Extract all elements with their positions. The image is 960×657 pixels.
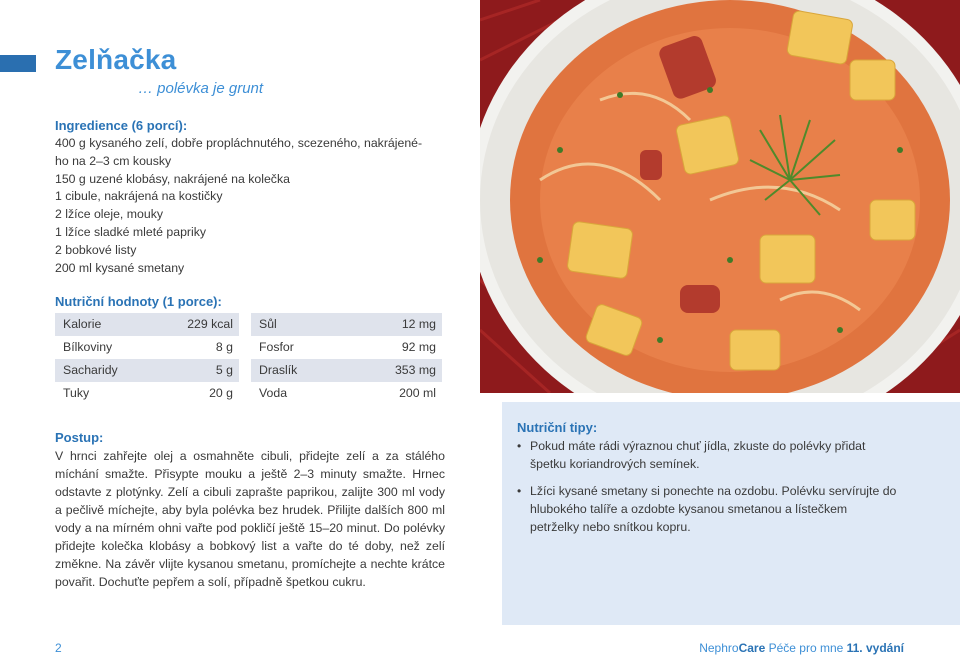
nutrition-table-right <box>251 313 442 405</box>
nutrition-row <box>55 313 239 336</box>
issue-label: 11. vydání <box>846 641 904 655</box>
nutrition-row <box>55 336 239 359</box>
tip-text: Pokud máte rádi výraznou chuť jídla, zkuste do polévky přidat špetku koriandrových semínek. <box>530 439 866 471</box>
nutrition-heading: Nutriční hodnoty (1 porce): <box>55 294 222 309</box>
nutrition-value: 229 kcal <box>187 317 233 331</box>
procedure-heading: Postup: <box>55 430 104 445</box>
ingredient-line: 2 bobkové listy <box>55 242 137 257</box>
nutrition-label: Bílkoviny <box>63 340 113 354</box>
page-subtitle: … polévka je grunt <box>138 80 264 97</box>
nutrition-label: Sacharidy <box>63 363 118 377</box>
ingredient-line: 150 g uzené klobásy, nakrájené na kolečka <box>55 171 290 186</box>
nutrition-row <box>55 359 239 382</box>
nutrition-table-left <box>55 313 239 405</box>
ingredient-line: 200 ml kysané smetany <box>55 260 185 275</box>
nutrition-row <box>251 313 442 336</box>
bullet-icon: • <box>517 439 522 453</box>
ingredient-line: 1 lžíce sladké mleté papriky <box>55 224 207 239</box>
nutrition-label: Tuky <box>63 386 90 400</box>
brand-name-part: Nephro <box>699 641 739 655</box>
page-number: 2 <box>55 641 62 655</box>
tip-text: Lžíci kysané smetany si ponechte na ozdobu. Polévku servírujte do hlubokého talíře a ozdobte kysanou smetanou a lístečkem petrželky nebo snítkou kopru. <box>530 484 897 534</box>
nutrition-value: 12 mg <box>401 317 436 331</box>
nutrition-tips-box <box>502 402 960 625</box>
nutrition-label: Fosfor <box>259 340 294 354</box>
ingredients-section <box>55 118 455 277</box>
brand-name-bold: Care <box>738 641 766 655</box>
brand-tagline: Péče pro mne <box>765 641 847 655</box>
title-accent-bar <box>0 55 36 72</box>
nutrition-value: 353 mg <box>394 363 436 377</box>
ingredient-line: 400 g kysaného zelí, dobře propláchnutého, scezeného, nakrájené- <box>55 136 423 150</box>
procedure-section <box>55 430 445 591</box>
nutrition-row <box>55 382 239 405</box>
nutrition-row <box>251 336 442 359</box>
nutrition-label: Draslík <box>259 363 298 377</box>
procedure-text: V hrnci zahřejte olej a osmahněte cibuli, přidejte zelí a za stálého míchání smažte. Přisypte mouku a ještě 2–3 minuty smažte. Hrnec odstavte z plotýnky. Zelí a cibuli zaprašte paprikou, zalijte 300 ml vody a pečlivě míchejte, aby byla polévka bez hrudek. Přilijte dalších 800 ml vody a na mírném ohni vařte pod pokličí ještě 15–20 minut. Do polévky přidejte kolečka klobásy a bobkový list a vařte do té doby, než zelí změkne. Na závěr vlijte kysanou smetanu, promíchejte a nechte krátce povařit. Dochuťte pepřem a solí, případně špetkou cukru. <box>55 449 445 589</box>
bullet-icon: • <box>517 484 522 498</box>
soup-bowl-photo <box>480 0 960 393</box>
nutrition-label: Sůl <box>259 317 277 331</box>
ingredients-heading: Ingredience (6 porcí): <box>55 118 188 133</box>
soup-bowl-illustration <box>480 0 960 393</box>
nutrition-value: 8 g <box>215 340 233 354</box>
nutrition-value: 92 mg <box>401 340 436 354</box>
tip-item <box>517 437 897 473</box>
nutrition-label: Voda <box>259 386 288 400</box>
footer-brand <box>699 641 904 655</box>
nutrition-value: 200 ml <box>399 386 436 400</box>
ingredient-line: 1 cibule, nakrájená na kostičky <box>55 189 223 204</box>
nutrition-value: 5 g <box>215 363 233 377</box>
ingredient-line: 2 lžíce oleje, mouky <box>55 207 163 222</box>
tip-item <box>517 482 897 536</box>
page-title: Zelňačka <box>55 44 177 75</box>
nutrition-row <box>251 382 442 405</box>
nutrition-row <box>251 359 442 382</box>
tips-heading: Nutriční tipy: <box>517 420 598 435</box>
ingredient-line: ho na 2–3 cm kousky <box>55 153 172 168</box>
nutrition-value: 20 g <box>209 386 233 400</box>
nutrition-label: Kalorie <box>63 317 102 331</box>
